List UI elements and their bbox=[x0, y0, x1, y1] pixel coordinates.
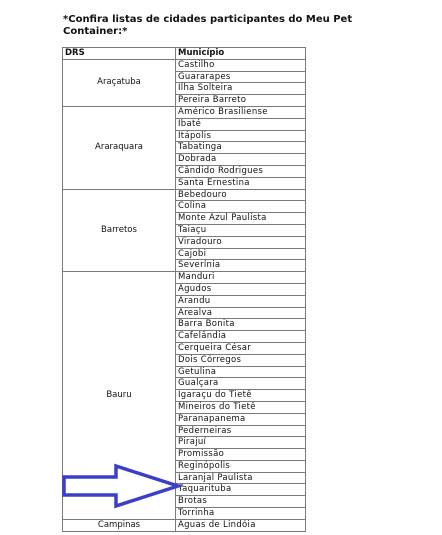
municipio-cell: Paranapanema bbox=[176, 413, 306, 425]
drs-cell: Bauru bbox=[63, 272, 176, 520]
drs-cell: Barretos bbox=[63, 189, 176, 272]
municipio-cell: Barra Bonita bbox=[176, 319, 306, 331]
municipio-cell: Bebedouro bbox=[176, 189, 306, 201]
municipio-cell: Colina bbox=[176, 201, 306, 213]
municipio-cell: Cândido Rodrigues bbox=[176, 165, 306, 177]
municipio-cell: Pirajuí bbox=[176, 437, 306, 449]
cities-table bbox=[62, 47, 306, 532]
municipio-cell: Ibaté bbox=[176, 118, 306, 130]
municipio-cell: Arealva bbox=[176, 307, 306, 319]
municipio-cell: Viradouro bbox=[176, 236, 306, 248]
municipio-cell: Agudos bbox=[176, 283, 306, 295]
municipio-cell: Dobrada bbox=[176, 154, 306, 166]
municipio-cell: Torrinha bbox=[176, 508, 306, 520]
municipio-cell: Manduri bbox=[176, 272, 306, 284]
municipio-cell: Cafelândia bbox=[176, 331, 306, 343]
municipio-cell: Itápolis bbox=[176, 130, 306, 142]
municipio-cell: Promissão bbox=[176, 449, 306, 461]
drs-cell: Araraquara bbox=[63, 106, 176, 189]
municipio-cell: Cerqueira César bbox=[176, 342, 306, 354]
municipio-cell: Guararapes bbox=[176, 71, 306, 83]
municipio-cell: Brotas bbox=[176, 496, 306, 508]
header-drs: DRS bbox=[63, 48, 176, 60]
table-header-row bbox=[63, 48, 306, 60]
drs-cell: Araçatuba bbox=[63, 59, 176, 106]
municipio-cell: Águas de Lindóia bbox=[176, 519, 306, 531]
table-row bbox=[63, 106, 306, 118]
table-row bbox=[63, 189, 306, 201]
municipio-cell: Cajobi bbox=[176, 248, 306, 260]
municipio-cell: Getulina bbox=[176, 366, 306, 378]
municipio-cell: Reginópolis bbox=[176, 460, 306, 472]
municipio-cell: Igaraçu do Tietê bbox=[176, 390, 306, 402]
municipio-cell: Pederneiras bbox=[176, 425, 306, 437]
municipio-cell: Castilho bbox=[176, 59, 306, 71]
drs-cell: Campinas bbox=[63, 519, 176, 531]
table-body bbox=[63, 59, 306, 531]
municipio-cell: Dois Córregos bbox=[176, 354, 306, 366]
municipio-cell: Mineiros do Tietê bbox=[176, 401, 306, 413]
intro-note: *Confira listas de cidades participantes do Meu Pet Container:* bbox=[63, 14, 353, 37]
municipio-cell: Américo Brasiliense bbox=[176, 106, 306, 118]
municipio-cell: Laranjal Paulista bbox=[176, 472, 306, 484]
municipio-cell: Tabatinga bbox=[176, 142, 306, 154]
municipio-cell: Taquarituba bbox=[176, 484, 306, 496]
table-row bbox=[63, 59, 306, 71]
municipio-cell: Taiaçu bbox=[176, 224, 306, 236]
table-row bbox=[63, 272, 306, 284]
municipio-cell: Gualçara bbox=[176, 378, 306, 390]
header-municipio: Município bbox=[176, 48, 306, 60]
municipio-cell: Pereira Barreto bbox=[176, 95, 306, 107]
municipio-cell: Arandu bbox=[176, 295, 306, 307]
table-row bbox=[63, 519, 306, 531]
municipio-cell: Monte Azul Paulista bbox=[176, 213, 306, 225]
municipio-cell: Ilha Solteira bbox=[176, 83, 306, 95]
municipio-cell: Severínia bbox=[176, 260, 306, 272]
municipio-cell: Santa Ernestina bbox=[176, 177, 306, 189]
